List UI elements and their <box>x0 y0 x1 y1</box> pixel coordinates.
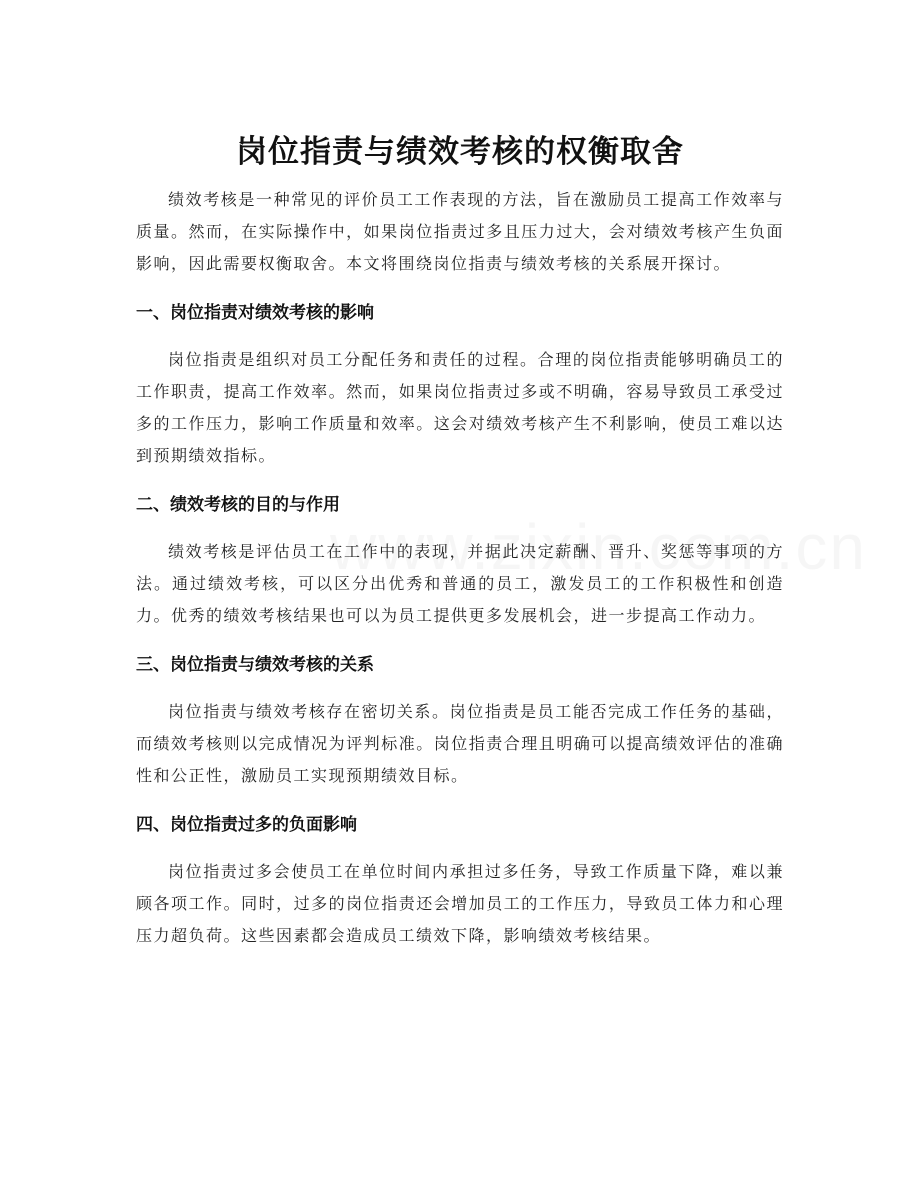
section-heading-3: 三、岗位指责与绩效考核的关系 <box>136 655 374 675</box>
document-title: 岗位指责与绩效考核的权衡取舍 <box>236 133 684 170</box>
intro-paragraph: 绩效考核是一种常见的评价员工工作表现的方法，旨在激励员工提高工作效率与质量。然而，在实际操作中，如果岗位指责过多且压力过大，会对绩效考核产生负面影响，因此需要权衡取舍。本文将围绕岗位指责与绩效考核的关系展开探讨。 <box>136 190 784 273</box>
section-heading-4: 四、岗位指责过多的负面影响 <box>136 815 357 835</box>
section-paragraph-2: 绩效考核是评估员工在工作中的表现，并据此决定薪酬、晋升、奖惩等事项的方法。通过绩效考核，可以区分出优秀和普通的员工，激发员工的工作积极性和创造力。优秀的绩效考核结果也可以为员工提供更多发展机会，进一步提高工作动力。 <box>136 542 784 625</box>
section-paragraph-1: 岗位指责是组织对员工分配任务和责任的过程。合理的岗位指责能够明确员工的工作职责，提高工作效率。然而，如果岗位指责过多或不明确，容易导致员工承受过多的工作压力，影响工作质量和效率。这会对绩效考核产生不利影响，使员工难以达到预期绩效指标。 <box>136 350 784 465</box>
section-heading-2: 二、绩效考核的目的与作用 <box>136 495 340 515</box>
section-heading-1: 一、岗位指责对绩效考核的影响 <box>136 303 374 323</box>
section-paragraph-4: 岗位指责过多会使员工在单位时间内承担过多任务，导致工作质量下降，难以兼顾各项工作。同时，过多的岗位指责还会增加员工的工作压力，导致员工体力和心理压力超负荷。这些因素都会造成员工绩效下降，影响绩效考核结果。 <box>136 862 784 945</box>
section-paragraph-3: 岗位指责与绩效考核存在密切关系。岗位指责是员工能否完成工作任务的基础，而绩效考核则以完成情况为评判标准。岗位指责合理且明确可以提高绩效评估的准确性和公正性，激励员工实现预期绩效目标。 <box>136 702 784 785</box>
document-body <box>136 184 784 952</box>
